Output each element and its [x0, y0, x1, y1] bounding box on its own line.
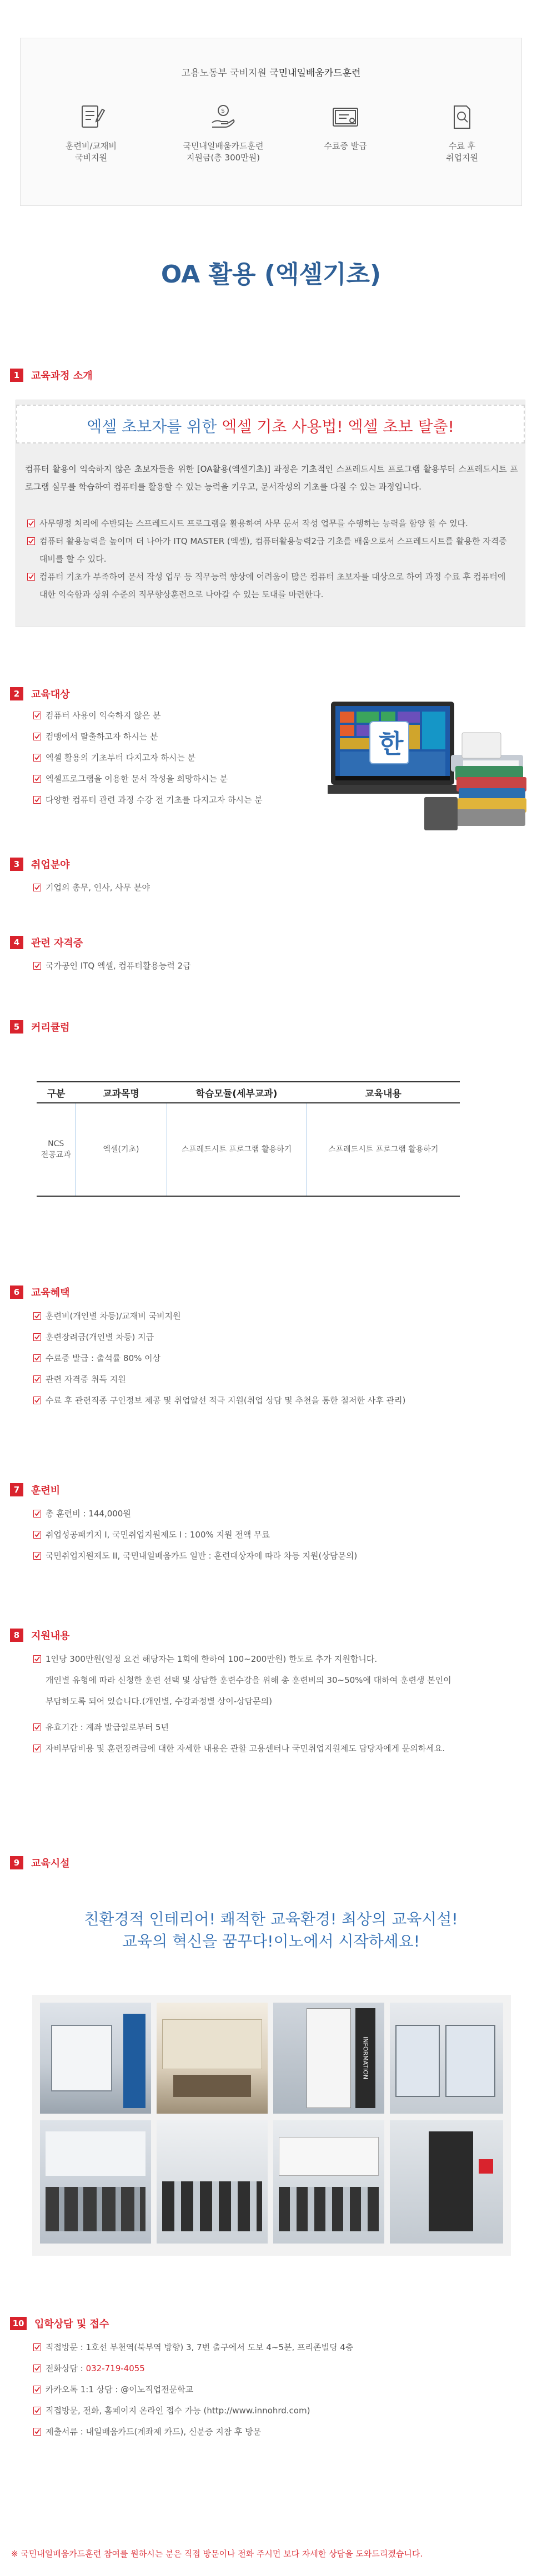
- intro-headline: 엑셀 초보자를 위한 엑셀 기초 사용법! 엑셀 초보 탈출!: [87, 417, 454, 436]
- top-item-employment: 수료 후 취업지원: [420, 99, 504, 164]
- list-item: 관련 자격증 취득 지원: [33, 1374, 522, 1385]
- check-icon: [33, 962, 41, 970]
- facility-photo: [40, 2003, 151, 2114]
- check-icon: [33, 2407, 41, 2414]
- table-row: [37, 1103, 460, 1196]
- check-icon: [33, 884, 41, 891]
- page-title: OA 활용 (엑셀기초): [160, 260, 382, 289]
- search-doc-icon: [444, 99, 480, 135]
- section-3-heading: 3 취업분야: [10, 856, 70, 872]
- check-icon: [33, 1375, 41, 1383]
- top-title: 고용노동부 국비지원 국민내일배움카드훈련: [181, 68, 361, 79]
- check-icon: [33, 733, 41, 740]
- list-item: 국가공인 ITQ 엑셀, 컴퓨터활용능력 2급: [33, 961, 422, 971]
- check-icon: [33, 1723, 41, 1731]
- list-item: 자비부담비용 및 훈련장려금에 대한 자세한 내용은 관할 고용센터나 국민취업지원제도 담당자에게 문의하세요.: [33, 1743, 522, 1754]
- section-8-heading: 8 지원내용: [10, 1627, 70, 1643]
- fees-list: [33, 1509, 522, 1572]
- table-cell: 스프레드시트 프로그램 활용하기: [167, 1103, 307, 1196]
- support-list: [33, 1654, 522, 1765]
- intro-paragraph: 컴퓨터 활용이 익숙하지 않은 초보자들을 위한 [OA활용(엑셀기초)] 과정은 기초적인 스프레드시트 프로그램 활용부터 스프레드시트 프로그램 실무를 학습하여 컴퓨터를 활용할 수 있는 능력을 키우고, 문서작성의 기초를 다질 수 있는 과정입니다.: [25, 464, 518, 492]
- check-icon: [33, 2428, 41, 2436]
- contact-online: 직접방문, 전화, 홈페이지 온라인 접수 가능 (http://www.innohrd.com): [33, 2406, 522, 2416]
- list-item: 수료 후 관련직종 구인정보 제공 및 취업알선 적극 지원(취업 상담 및 추천을 통한 철저한 사후 관리): [33, 1395, 522, 1406]
- top-item-card-support: $ 국민내일배움카드훈련 지원금(총 300만원): [173, 99, 273, 164]
- contact-kakao: 카카오톡 1:1 상담 : @이노직업전문학교: [33, 2385, 522, 2395]
- section-10-heading: 10 입학상담 및 접수: [10, 2316, 109, 2331]
- check-icon: [33, 1745, 41, 1752]
- document-pen-icon: [73, 99, 109, 135]
- section-4-heading: 4 관련 자격증: [10, 935, 83, 950]
- check-icon: [27, 537, 35, 545]
- laptop-illustration: [328, 699, 529, 838]
- check-icon: [33, 2386, 41, 2393]
- check-icon: [33, 2365, 41, 2372]
- benefits-list: [33, 1311, 522, 1416]
- target-list: [33, 710, 322, 816]
- section-7-heading: 7 훈련비: [10, 1482, 60, 1498]
- check-icon: [33, 1397, 41, 1404]
- list-item: 다양한 컴퓨터 관련 과정 수강 전 기초를 다지고자 하시는 분: [33, 795, 322, 805]
- check-icon: [33, 1531, 41, 1539]
- check-icon: [33, 1655, 41, 1663]
- table-header: 구분: [37, 1082, 76, 1103]
- check-icon: [33, 754, 41, 762]
- facility-photo-grid: [32, 1995, 511, 2256]
- facility-photo: [273, 2003, 384, 2114]
- hand-coin-icon: [205, 99, 241, 135]
- facility-photo: [40, 2120, 151, 2244]
- svg-text:$: $: [221, 107, 225, 114]
- contact-documents: 제출서류 : 내일배움카드(계좌제 카드), 신분증 지참 후 방문: [33, 2427, 522, 2437]
- table-header: 교육내용: [307, 1082, 460, 1103]
- list-item: 엑셀 활용의 기초부터 다지고자 하시는 분: [33, 753, 322, 763]
- list-item: 엑셀프로그램을 이용한 문서 작성을 희망하시는 분: [33, 774, 322, 784]
- check-icon: [27, 573, 35, 581]
- curriculum-table: [37, 1081, 460, 1197]
- list-item: 국민취업지원제도 II, 국민내일배움카드 일반 : 훈련대상자에 따라 차등 지원(상담문의): [33, 1551, 522, 1561]
- list-item: 수료증 발급 : 출석률 80% 이상: [33, 1353, 522, 1364]
- section-2-heading: 2 교육대상: [10, 686, 70, 702]
- section-6-heading: 6 교육혜택: [10, 1284, 70, 1300]
- list-item: 컴맹에서 탈출하고자 하시는 분: [33, 732, 322, 742]
- top-info-box: [20, 38, 522, 206]
- check-icon: [33, 1312, 41, 1320]
- phone-number[interactable]: 032-719-4055: [86, 2363, 145, 2373]
- check-icon: [33, 712, 41, 719]
- footer-note: ※ 국민내일배움카드훈련 참여를 원하시는 분은 직접 방문이나 전화 주시면 보다 자세한 상담을 도와드리겠습니다.: [11, 2549, 423, 2559]
- check-icon: [33, 2343, 41, 2351]
- top-item-tuition: 훈련비/교재비 국비지원: [49, 99, 133, 164]
- facility-photo: [273, 2120, 384, 2244]
- check-icon: [33, 1354, 41, 1362]
- list-item: 훈련비(개인별 차등)/교재비 국비지원: [33, 1311, 522, 1322]
- contact-visit: 직접방문 : 1호선 부천역(북부역 방향) 3, 7번 출구에서 도보 4~5분, 프리존빌딩 4층: [33, 2342, 522, 2353]
- list-item: 훈련장려금(개인별 차등) 지급: [33, 1332, 522, 1343]
- check-icon: [33, 775, 41, 783]
- check-icon: [33, 1510, 41, 1518]
- table-cell: NCS 전공교과: [37, 1103, 76, 1196]
- facility-photo: [157, 2120, 268, 2244]
- check-icon: [33, 796, 41, 804]
- table-header-row: [37, 1082, 460, 1103]
- facility-headline: 친환경적 인테리어! 쾌적한 교육환경! 최상의 교육시설! 교육의 혁신을 꿈꾸다!이노에서 시작하세요!: [84, 1910, 458, 1950]
- facility-photo: [157, 2003, 268, 2114]
- list-item: 유효기간 : 계좌 발급일로부터 5년: [33, 1722, 522, 1733]
- contact-phone: 전화상담 : 032-719-4055: [33, 2363, 522, 2374]
- intro-headline-box: [16, 405, 525, 443]
- table-cell: 스프레드시트 프로그램 활용하기: [307, 1103, 460, 1196]
- information-sign: INFORMATION: [355, 2008, 375, 2108]
- intro-box: [16, 400, 525, 627]
- list-item: 취업성공패키지 I, 국민취업지원제도 I : 100% 지원 전액 무료: [33, 1530, 522, 1540]
- table-header: 교과목명: [76, 1082, 167, 1103]
- list-item: 사무행정 처리에 수반되는 스프레드시트 프로그램을 활용하여 사무 문서 작성 업무를 수행하는 능력을 함양 할 수 있다.: [27, 515, 516, 532]
- list-item: 기업의 총무, 인사, 사무 분야: [33, 883, 422, 893]
- list-item: 컴퓨터 활용능력을 높이며 더 나아가 ITQ MASTER (엑셀), 컴퓨터활용능력2급 기초를 배움으로서 스프레드시트를 활용한 자격증 대비를 할 수 있다.: [27, 532, 516, 568]
- check-icon: [33, 1333, 41, 1341]
- intro-points: [27, 515, 516, 603]
- list-item: 총 훈련비 : 144,000원: [33, 1509, 522, 1519]
- table-header: 학습모듈(세부교과): [167, 1082, 307, 1103]
- section-1-heading: 1 교육과정 소개: [10, 367, 93, 383]
- table-cell: 엑셀(기초): [76, 1103, 167, 1196]
- list-item: 컴퓨터 사용이 익숙하지 않은 분: [33, 710, 322, 721]
- certificate-icon: [328, 99, 363, 135]
- check-icon: [33, 1552, 41, 1560]
- facility-photo: [390, 2120, 503, 2244]
- svg-text:한: 한: [379, 729, 404, 759]
- list-item: 1인당 300만원(일정 요건 해당자는 1회에 한하여 100~200만원) 한도로 추가 지원합니다. 개인별 유형에 따라 신청한 훈련 선택 및 상담한 훈련수강을 위해 총 훈련비의 30~50%에 대하여 훈련생 본인이 부담하도록 되어 있습니다.(개인별, 수강과정별 상이-상담문의): [33, 1649, 522, 1712]
- facility-photo: [390, 2003, 503, 2114]
- list-item: 컴퓨터 기초가 부족하여 문서 작성 업무 등 직무능력 향상에 어려움이 많은 컴퓨터 초보자를 대상으로 하여 과정 수료 후 컴퓨터에 대한 익숙함과 상위 수준의 직무향상훈련으로 나아갈 수 있는 토대를 마련한다.: [27, 568, 516, 603]
- section-5-heading: 5 커리큘럼: [10, 1019, 70, 1035]
- certs-list: [33, 961, 422, 982]
- jobs-list: [33, 883, 422, 904]
- contact-list: [33, 2342, 522, 2448]
- top-item-certificate: 수료증 발급: [304, 99, 387, 152]
- check-icon: [27, 520, 35, 527]
- section-9-heading: 9 교육시설: [10, 1855, 70, 1871]
